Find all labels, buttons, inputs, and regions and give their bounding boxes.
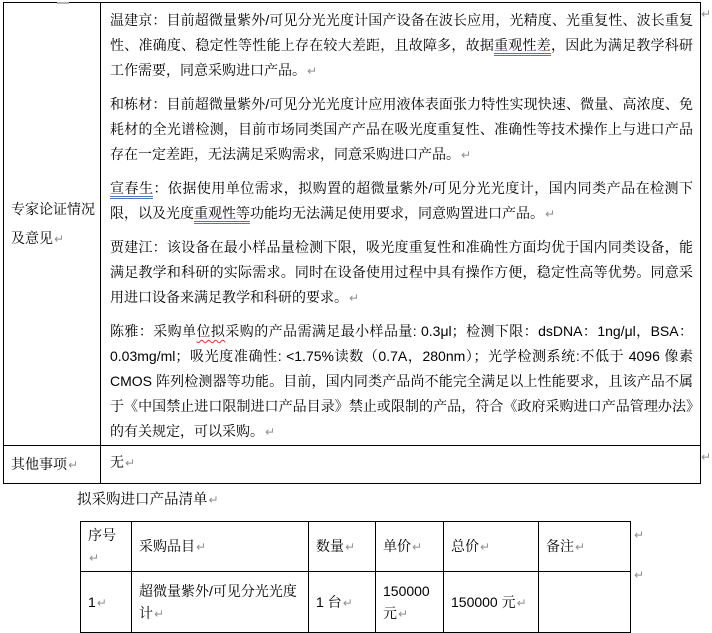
- opinion-paragraph-wenjianjing: [110, 8, 693, 84]
- expert-opinion-table: [3, 2, 701, 484]
- cell-text: 1 台: [316, 593, 342, 610]
- row-end-mark: ↵: [634, 528, 645, 542]
- opinion-paragraph-xuanchunsheng: [110, 176, 693, 227]
- opinion-text: ，因此为满足教学科研工作需要，同意采购进口产品。: [110, 37, 694, 78]
- header-text: 单价: [383, 538, 411, 554]
- paragraph-mark: ↵: [96, 595, 107, 610]
- paragraph-mark: ↵: [398, 606, 409, 621]
- header-text: 序号: [88, 527, 116, 543]
- opinion-paragraph-jiajianjiang: [110, 235, 693, 311]
- cell-text: 1: [88, 593, 96, 610]
- paragraph-mark: ↵: [54, 231, 65, 246]
- cell-remark: [539, 572, 631, 633]
- paragraph-mark: ↵: [412, 540, 423, 554]
- other-row-value-cell: [101, 446, 701, 484]
- col-header-index: [81, 522, 132, 572]
- cell-total-price: [444, 572, 539, 633]
- paragraph-mark: ↵: [575, 540, 586, 554]
- cell-text: 150000 元: [383, 582, 430, 621]
- caption-text: 拟采购进口产品清单: [77, 492, 208, 508]
- paragraph-mark: ↵: [345, 540, 356, 554]
- paragraph-mark: ↵: [480, 540, 491, 554]
- cell-item: [132, 572, 309, 633]
- product-table-row: [81, 572, 631, 633]
- opinion-text: 功能均无法满足使用要求，同意购置进口产品。: [250, 205, 544, 221]
- cell-quantity: [309, 572, 376, 633]
- row-end-mark: ↵: [634, 568, 645, 582]
- grammar-marked-text: 宣春生: [110, 180, 153, 199]
- opinion-text: 采购的产品需满足最小样品量: 0.3μl；检测下限：dsDNA：1ng/μl，BSA：0.03mg/ml；吸光度准确性: <1.75%读数（0.7A，280nm）；光学检测系统:不低于 4096 像素 CMOS 阵列检测器等功能。目前，国内同类产品尚不能完全满足以上性能要求，且该产品不属于《中国禁止进口限制进口产品目录》禁止或限制的产品，符合《政府采购进口产品管理办法》的有关规定，可以采购。: [110, 323, 694, 439]
- cell-text: 超微量紫外/可见分光光度计: [139, 582, 297, 621]
- header-text: 总价: [451, 538, 479, 554]
- expert-opinion-row: [4, 3, 701, 446]
- col-header-item: [132, 522, 309, 572]
- opinion-text: 和栋材：目前超微量紫外/可见分光光度计应用液体表面张力特性实现快速、微量、高浓度、免耗材的全光谱检测，目前市场同类国产产品在吸光度重复性、准确性等技术操作上与进口产品存在一定差距，无法满足采购需求，同意采购进口产品。: [110, 96, 693, 162]
- row-end-mark: ↵: [701, 450, 712, 464]
- paragraph-mark: ↵: [545, 207, 556, 221]
- col-header-total-price: [444, 522, 539, 572]
- cell-text: 150000 元: [451, 593, 516, 610]
- expert-row-label: 专家论证情况及意见: [11, 200, 95, 246]
- other-row-label: 其他事项: [11, 455, 67, 472]
- product-table-header-row: [81, 522, 631, 572]
- header-text: 采购品目: [139, 538, 195, 554]
- col-header-quantity: [309, 522, 376, 572]
- opinion-paragraph-hedongcai: [110, 92, 693, 168]
- header-text: 数量: [316, 538, 344, 554]
- expert-row-label-cell: [4, 3, 101, 446]
- paragraph-mark: ↵: [342, 595, 353, 610]
- product-list-table: [80, 521, 631, 633]
- opinion-text: 温建京：目前超微量紫外/可见分光光度计国产设备在波长应用，光精度、光重复性、波长重复性、准确度、稳定性等性能上存在较大差距，且故障多，故据: [110, 12, 693, 53]
- cell-unit-price: [376, 572, 444, 633]
- spellcheck-marked-text: 位拟: [196, 323, 226, 339]
- opinion-text: ：依据使用单位需求，拟购置的超微量紫外/可见分光光度计，国内同类产品在检测下限，以及光度: [110, 180, 694, 221]
- header-text: 备注: [546, 538, 574, 554]
- paragraph-mark: ↵: [154, 606, 165, 621]
- cell-index: [81, 572, 132, 633]
- col-header-unit-price: [376, 522, 444, 572]
- expert-opinions-cell: [101, 3, 701, 446]
- paragraph-mark: ↵: [516, 595, 527, 610]
- paragraph-mark: ↵: [196, 540, 207, 554]
- other-matters-row: [4, 446, 701, 484]
- paragraph-mark: ↵: [349, 291, 360, 305]
- paragraph-mark: ↵: [265, 425, 276, 439]
- paragraph-mark: ↵: [461, 148, 472, 162]
- grammar-marked-text: 重观性差: [494, 37, 551, 56]
- grammar-marked-text: 重观性等: [194, 205, 250, 224]
- paragraph-mark: ↵: [89, 551, 100, 565]
- other-row-value: 无: [110, 454, 124, 470]
- opinion-text: 陈雅：采购单: [110, 323, 197, 339]
- paragraph-mark: ↵: [307, 64, 318, 78]
- cropped-mark-artifact: [57, 2, 69, 4]
- opinion-text: 贾建江：该设备在最小样品量检测下限，吸光度重复性和准确性方面均优于国内同类设备，能满足教学和科研的实际需求。同时在设备使用过程中具有操作方便，稳定性高等优势。同意采用进口设备来满足教学和科研的要求。: [110, 239, 693, 305]
- other-row-label-cell: [4, 446, 101, 484]
- product-list-caption: [77, 489, 712, 511]
- col-header-remark: [539, 522, 631, 572]
- paragraph-mark: ↵: [125, 456, 136, 470]
- opinion-paragraph-chenya: [110, 319, 693, 445]
- row-end-mark: ↵: [701, 7, 712, 21]
- paragraph-mark: ↵: [68, 457, 79, 472]
- paragraph-mark: ↵: [208, 493, 219, 507]
